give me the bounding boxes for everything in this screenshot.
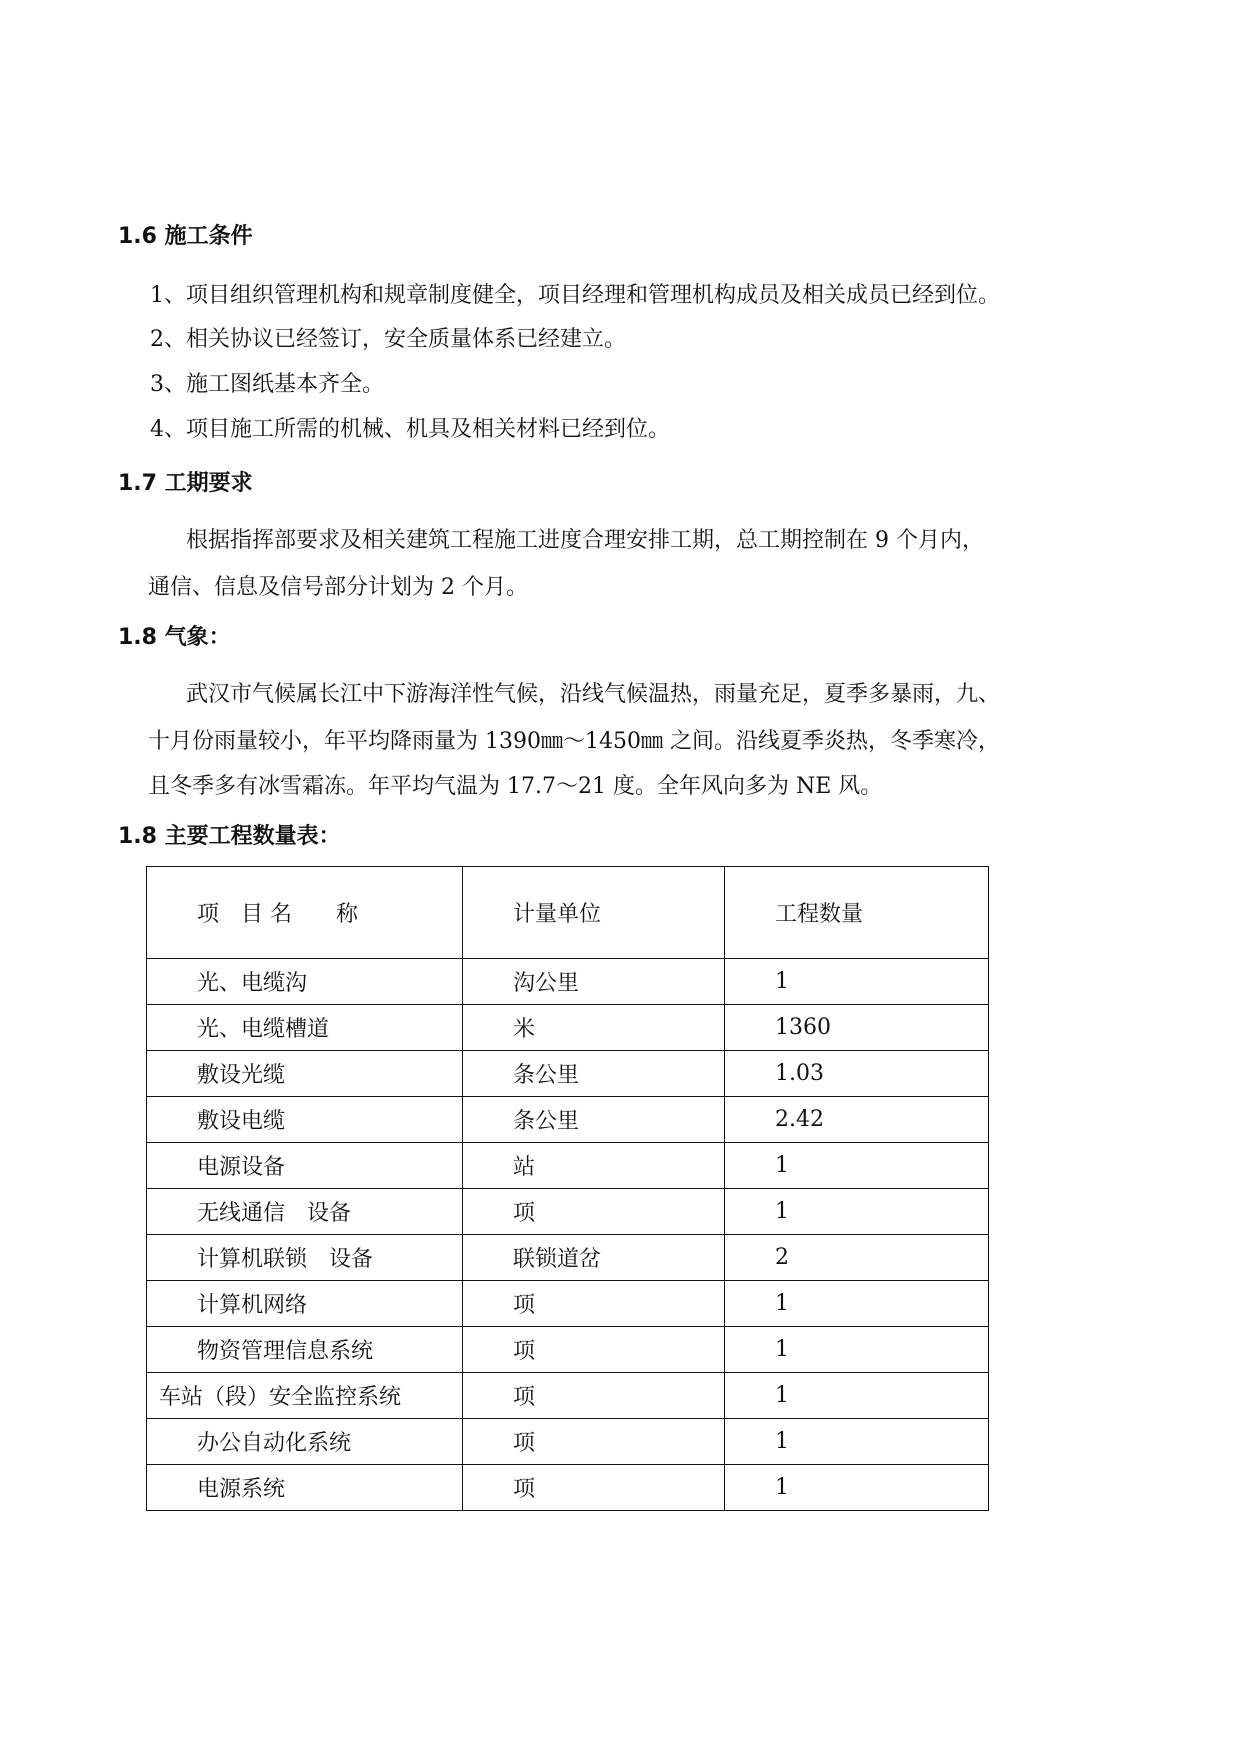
table-cell-unit: 联锁道岔 — [463, 1235, 725, 1281]
weather-paragraph-line-1: 武汉市气候属长江中下游海洋性气候，沿线气候温热，雨量充足，夏季多暴雨，九、 — [186, 682, 1001, 707]
section-heading-weather: 1.8 气象： — [118, 625, 231, 650]
table-row — [147, 1143, 989, 1189]
table-cell-quantity: 1 — [725, 1373, 989, 1419]
table-row — [147, 1005, 989, 1051]
table-cell-item: 物资管理信息系统 — [147, 1327, 463, 1373]
table-cell-item: 计算机联锁 设备 — [147, 1235, 463, 1281]
table-cell-quantity: 1 — [725, 1189, 989, 1235]
table-cell-quantity: 2 — [725, 1235, 989, 1281]
condition-item-1: 1、项目组织管理机构和规章制度健全，项目经理和管理机构成员及相关成员已经到位。 — [150, 283, 1000, 308]
table-cell-unit: 条公里 — [463, 1097, 725, 1143]
table-cell-item: 电源设备 — [147, 1143, 463, 1189]
table-row — [147, 1465, 989, 1511]
table-cell-unit: 项 — [463, 1373, 725, 1419]
section-heading-construction-conditions: 1.6 施工条件 — [118, 224, 253, 249]
quantity-table — [146, 866, 989, 1511]
table-row — [147, 1419, 989, 1465]
table-cell-unit: 沟公里 — [463, 959, 725, 1005]
section-heading-quantity-table: 1.8 主要工程数量表： — [118, 824, 341, 849]
table-header-item-name: 项 目 名 称 — [147, 867, 463, 959]
table-cell-unit: 项 — [463, 1327, 725, 1373]
table-cell-quantity: 1 — [725, 1281, 989, 1327]
table-cell-quantity: 1360 — [725, 1005, 989, 1051]
table-cell-item: 敷设光缆 — [147, 1051, 463, 1097]
table-cell-quantity: 2.42 — [725, 1097, 989, 1143]
table-row — [147, 1281, 989, 1327]
table-row — [147, 1051, 989, 1097]
table-cell-quantity: 1.03 — [725, 1051, 989, 1097]
table-cell-item: 光、电缆槽道 — [147, 1005, 463, 1051]
table-row — [147, 1327, 989, 1373]
table-row — [147, 1235, 989, 1281]
weather-paragraph-line-2: 十月份雨量较小，年平均降雨量为 1390㎜～1450㎜ 之间。沿线夏季炎热，冬季寒冷， — [148, 729, 1000, 754]
table-row — [147, 1373, 989, 1419]
table-cell-item: 计算机网络 — [147, 1281, 463, 1327]
table-cell-item: 敷设电缆 — [147, 1097, 463, 1143]
table-cell-quantity: 1 — [725, 1419, 989, 1465]
section-heading-schedule: 1.7 工期要求 — [118, 471, 253, 496]
condition-item-2: 2、相关协议已经签订，安全质量体系已经建立。 — [150, 327, 626, 352]
schedule-paragraph-line-2: 通信、信息及信号部分计划为 2 个月。 — [148, 575, 528, 600]
table-cell-item: 车站（段）安全监控系统 — [147, 1373, 463, 1419]
table-cell-unit: 项 — [463, 1281, 725, 1327]
condition-item-3: 3、施工图纸基本齐全。 — [150, 372, 384, 397]
table-row — [147, 1097, 989, 1143]
table-cell-unit: 项 — [463, 1465, 725, 1511]
table-cell-unit: 项 — [463, 1419, 725, 1465]
table-cell-unit: 条公里 — [463, 1051, 725, 1097]
table-header-unit: 计量单位 — [463, 867, 725, 959]
schedule-paragraph-line-1: 根据指挥部要求及相关建筑工程施工进度合理安排工期，总工期控制在 9 个月内， — [186, 528, 984, 553]
condition-item-4: 4、项目施工所需的机械、机具及相关材料已经到位。 — [150, 417, 670, 442]
table-cell-quantity: 1 — [725, 1143, 989, 1189]
table-cell-item: 无线通信 设备 — [147, 1189, 463, 1235]
weather-paragraph-line-3: 且冬季多有冰雪霜冻。年平均气温为 17.7～21 度。全年风向多为 NE 风。 — [148, 774, 883, 799]
table-cell-item: 电源系统 — [147, 1465, 463, 1511]
table-header-quantity: 工程数量 — [725, 867, 989, 959]
table-cell-unit: 站 — [463, 1143, 725, 1189]
table-cell-quantity: 1 — [725, 1465, 989, 1511]
table-cell-unit: 米 — [463, 1005, 725, 1051]
table-header-row — [147, 867, 989, 959]
table-cell-item: 光、电缆沟 — [147, 959, 463, 1005]
table-cell-quantity: 1 — [725, 1327, 989, 1373]
table-cell-item: 办公自动化系统 — [147, 1419, 463, 1465]
table-cell-quantity: 1 — [725, 959, 989, 1005]
table-row — [147, 959, 989, 1005]
table-cell-unit: 项 — [463, 1189, 725, 1235]
table-row — [147, 1189, 989, 1235]
